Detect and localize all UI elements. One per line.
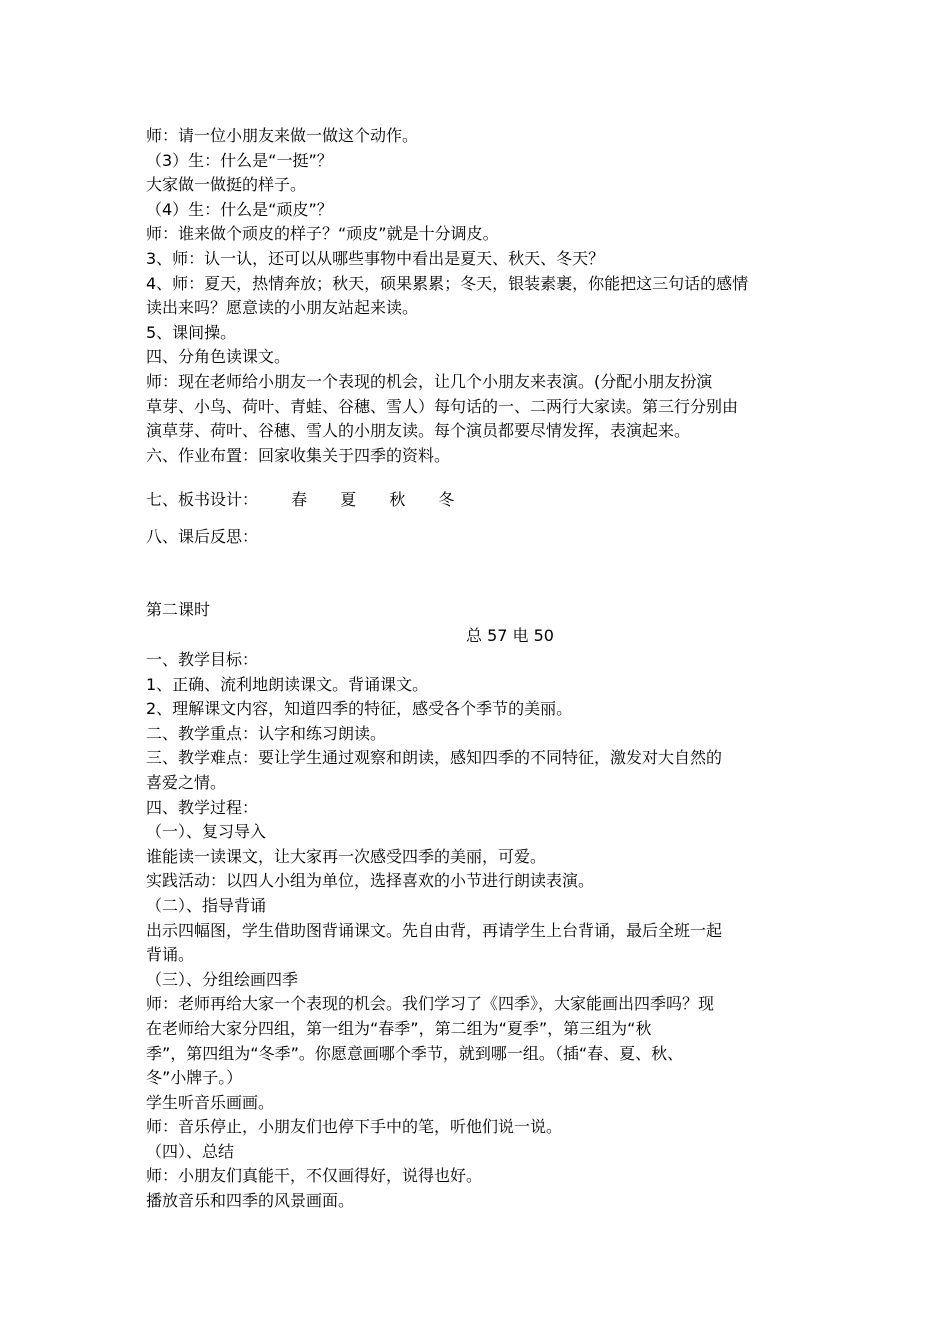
text-line: （3）生：什么是“一挺”？	[146, 150, 333, 170]
text-line: 一、教学目标：	[146, 650, 259, 669]
text-line: 大家做一做挺的样子。	[146, 175, 307, 195]
text-line: 在老师给大家分四组，第一组为“春季”，第二组为“夏季”，第三组为“秋	[146, 1018, 652, 1038]
text-line: 出示四幅图，学生借助图背诵课文。先自由背，再请学生上台背诵，最后全班一起	[146, 920, 723, 940]
section-one	[146, 124, 810, 468]
text-line: 师：现在老师给小朋友一个表现的机会，让几个小朋友来表演。(分配小朋友扮演	[146, 371, 713, 391]
text-line: （二）、指导背诵	[146, 895, 267, 915]
text-line: 谁能读一读课文，让大家再一次感受四季的美丽，可爱。	[146, 846, 547, 866]
board-label: 七、板书设计：	[146, 490, 259, 509]
text-line: 3、师：认一认，还可以从哪些事物中看出是夏天、秋天、冬天？	[146, 248, 605, 268]
text-line: （一）、复习导入	[146, 822, 267, 842]
text-line: 4、师：夏天，热情奔放；秋天，硕果累累；冬天，银装素裹，你能把这三句话的感情	[146, 273, 749, 293]
board-item-summer: 夏	[340, 490, 357, 509]
text-line: 播放音乐和四季的风景画面。	[146, 1191, 355, 1211]
text-line: 1、正确、流利地朗读课文。背诵课文。	[146, 674, 429, 694]
text-line: 学生听音乐画画。	[146, 1092, 275, 1112]
text-line: 四、分角色读课文。	[146, 347, 291, 367]
text-line: 2、理解课文内容，知道四季的特征，感受各个季节的美丽。	[146, 699, 573, 719]
text-line: 三、教学难点：要让学生通过观察和朗读，感知四季的不同特征，激发对大自然的	[146, 748, 723, 768]
text-line: 背诵。	[146, 945, 195, 965]
text-line: 四、教学过程：	[146, 797, 259, 817]
lesson-two-body	[146, 648, 810, 1214]
text-line: （四）、总结	[146, 1141, 235, 1161]
text-line: （三）、分组绘画四季	[146, 969, 299, 989]
text-line: 实践活动：以四人小组为单位，选择喜欢的小节进行朗读表演。	[146, 871, 595, 891]
text-line: 季”，第四组为“冬季”。你愿意画哪个季节，就到哪一组。（插“春、夏、秋、	[146, 1043, 684, 1063]
text-line: 师：小朋友们真能干，不仅画得好，说得也好。	[146, 1166, 483, 1186]
text-line: 师：谁来做个顽皮的样子？“顽皮”就是十分调皮。	[146, 224, 499, 244]
text-line: 六、作业布置：回家收集关于四季的资料。	[146, 445, 451, 465]
text-line: 师：老师再给大家一个表现的机会。我们学习了《四季》，大家能画出四季吗？现	[146, 994, 715, 1014]
lesson-count: 总 57 电 50	[466, 626, 554, 645]
text-line: 草芽、小鸟、荷叶、青蛙、谷穗、雪人）每句话的一、二两行大家读。第三行分别由	[146, 396, 739, 416]
text-line: 师：请一位小朋友来做一做这个动作。	[146, 126, 419, 145]
text-line: 读出来吗？愿意读的小朋友站起来读。	[146, 298, 419, 318]
text-line: 师：音乐停止，小朋友们也停下手中的笔，听他们说一说。	[146, 1117, 563, 1137]
text-line: （4）生：什么是“顽皮”？	[146, 199, 333, 219]
board-design	[146, 488, 454, 512]
reflection-heading: 八、课后反思：	[146, 527, 259, 546]
text-line: 二、教学重点：认字和练习朗读。	[146, 723, 387, 743]
board-item-winter: 冬	[438, 490, 455, 509]
text-line: 冬”小牌子。）	[146, 1068, 243, 1088]
board-item-autumn: 秋	[389, 490, 406, 509]
board-item-spring: 春	[291, 490, 308, 509]
text-line: 喜爱之情。	[146, 772, 227, 792]
text-line: 演草芽、荷叶、谷穗、雪人的小朋友读。每个演员都要尽情发挥，表演起来。	[146, 421, 691, 441]
text-line: 5、课间操。	[146, 322, 237, 342]
lesson-two-title: 第二课时	[146, 600, 211, 619]
